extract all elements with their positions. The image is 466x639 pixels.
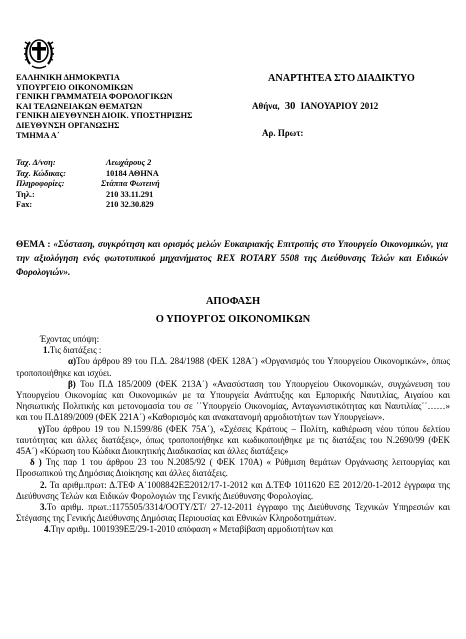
subject-block	[16, 238, 448, 280]
clause-text: Του Π.Δ 185/2009 (ΦΕΚ 213Α΄) «Ανασύσταση του Υπουργείου Οικονομικών, συγχώνευση του Υπουργείου Οικονομίας και Οικονομικών με τα Υπουργεία Ανάπτυξης και Εμπορικής Ναυτιλίας, Αιγαίου και Νησιωτικής Πολιτικής και μετονομασία του σε ΄΄Υπουργείο Οικονομίας, Ανταγωνιστικότητας και Ναυτιλίας΄΄……» και του Π.Δ189/2009 (ΦΕΚ 221Α΄) «Καθορισμός και ανακατανομή αρμοδιοτήτων των Υπουργείων».	[16, 378, 450, 423]
contact-value: 210 32.30.829	[106, 200, 154, 209]
contact-row	[16, 190, 276, 201]
org-line: ΔΙΕΥΘΥΝΣΗ ΟΡΓΑΝΩΣΗΣ	[16, 120, 120, 130]
clause-d	[16, 457, 450, 479]
paragraph-text: Τις διατάξεις :	[49, 345, 102, 356]
paragraph-number: 3.	[40, 502, 47, 513]
contact-row	[16, 169, 276, 180]
document-body	[16, 334, 450, 536]
intro-text: Έχοντας υπόψη:	[40, 334, 100, 344]
minister-title: Ο ΥΠΟΥΡΓΟΣ ΟΙΚΟΝΟΜΙΚΩΝ	[155, 314, 311, 325]
document-date	[252, 101, 378, 112]
contact-row	[16, 158, 276, 169]
clause-text: Του άρθρου 89 του Π.Δ. 284/1988 (ΦΕΚ 128Α΄) «Οργανισμός του Υπουργείου Οικονομικών», όπως τροποποιήθηκε και ισχύει.	[16, 356, 450, 378]
clause-text: Της παρ 1 του άρθρου 23 του Ν.2085/92 ( ΦΕΚ 170Α) « Ρύθμιση θεμάτων Οργάνωσης λειτουργίας και Προσωπικού της Δημόσιας Διοίκησης και άλλες διατάξεις.	[16, 457, 451, 479]
date-month-year: ΙΑΝΟΥΑΡΙΟΥ 2012	[300, 101, 379, 111]
clause-text: Του άρθρου 19 του Ν.1599/86 (ΦΕΚ 75Α΄), «Σχέσεις Κράτους – Πολίτη, καθιέρωση νέου τύπου δελτίου ταυτότητας και άλλες διατάξεις», όπως τροποποιήθηκε και κωδικοποιήθηκε με τις διατάξεις του Ν.2690/99 (ΦΕΚ 45Α΄) «Κύρωση του Κώδικα Διοικητικής Διαδικασίας και άλλες διατάξεις»	[16, 423, 450, 457]
contact-row	[16, 200, 276, 211]
clause-a	[16, 356, 450, 378]
paragraph-4	[16, 524, 450, 535]
publish-notice: ΑΝΑΡΤΗΤΕΑ ΣΤΟ ΔΙΑΔΙΚΤΥΟ	[268, 73, 415, 84]
contact-value: 210 33.11.291	[106, 189, 154, 199]
org-line: ΓΕΝΙΚΗ ΔΙΕΥΘΥΝΣΗ ΔΙΟΙΚ. ΥΠΟΣΤΗΡΙΞΗΣ	[16, 111, 193, 121]
greek-state-seal-icon	[22, 30, 56, 70]
paragraph-text: Την αριθμ. 1001939ΕΞ/29-1-2010 απόφαση « Μεταβίβαση αρμοδιοτήτων και	[50, 524, 334, 535]
paragraph-2	[16, 480, 450, 502]
clause-label: δ )	[30, 457, 42, 468]
contact-row	[16, 179, 276, 190]
contact-block	[16, 158, 276, 211]
paragraph-number: 4.	[44, 524, 51, 535]
contact-label: Τηλ.:	[16, 189, 35, 199]
paragraph-text: Το αριθμ. πρωτ.:1175505/3314/ΟΟΤΥ/ΣΤ/ 27-12-2011 έγγραφο της Διεύθυνσης Τεχνικών Υπηρεσιών και Στέγασης της Γενικής Διεύθυνσης Δημόσιας Περιουσίας και Εθνικών Κληροδοτημάτων.	[16, 502, 450, 524]
contact-value: Στάππα Φωτεινή	[101, 179, 160, 188]
date-day: 30	[284, 101, 296, 112]
subject-label: ΘΕΜΑ :	[16, 240, 51, 250]
contact-label: Πληροφορίες:	[16, 179, 65, 188]
contact-value: Λεωχάρους 2	[106, 158, 152, 167]
paragraph-1	[16, 345, 450, 356]
clause-label: β)	[68, 378, 76, 389]
protocol-number: Αρ. Πρωτ:	[262, 128, 304, 138]
decision-title: ΑΠΟΦΑΣΗ	[205, 296, 261, 307]
org-line: ΤΜΗΜΑ Α΄	[16, 130, 60, 140]
clause-b	[16, 379, 450, 424]
paragraph-number: 1.	[43, 345, 50, 356]
org-line: ΕΛΛΗΝΙΚΗ ΔΗΜΟΚΡΑΤΙΑ	[16, 73, 120, 82]
paragraph-3	[16, 502, 450, 524]
paragraph-text: Τα αριθμ.πρωτ: Δ.ΤΕΦ Α΄1008842ΕΞ2012/17-1-2012 και Δ.ΤΕΦ 1011620 ΕΞ 2012/20-1-2012 έγγραφα της Διεύθυνσης Τελών και Ειδικών Φορολογιών της Γενικής Διεύθυνσης Φορολογίας.	[16, 479, 450, 501]
intro-line	[16, 334, 450, 345]
org-line: ΓΕΝΙΚΗ ΓΡΑΜΜΑΤΕΙΑ ΦΟΡΟΛΟΓΙΚΩΝ	[16, 92, 173, 102]
clause-label: α)	[68, 356, 77, 367]
contact-label: Ταχ. Κώδικας:	[16, 168, 67, 178]
clause-label: γ)	[38, 423, 46, 434]
org-line: ΚΑΙ ΤΕΛΩΝΕΙΑΚΩΝ ΘΕΜΑΤΩΝ	[16, 101, 143, 111]
contact-label: Ταχ. Δ/νση:	[16, 158, 56, 167]
clause-c	[16, 424, 450, 458]
organization-header	[16, 73, 192, 140]
paragraph-number: 2.	[40, 479, 47, 490]
subject-text: «Σύσταση, συγκρότηση και ορισμός μελών Ευκαιριακής Επιτροπής στο Υπουργείο Οικονομικών, για την αξιολόγηση ενός φωτοτυπικού μηχανήματος REX ROTARY 5508 της Διεύθυνσης Τελών και Ειδικών Φορολογιών».	[16, 240, 449, 278]
contact-value: 10184 ΑΘΗΝΑ	[106, 168, 159, 178]
contact-label: Fax:	[16, 200, 33, 209]
date-prefix: Αθήνα,	[252, 101, 280, 111]
org-line: ΥΠΟΥΡΓΕΙΟ ΟΙΚΟΝΟΜΙΚΩΝ	[16, 82, 134, 92]
